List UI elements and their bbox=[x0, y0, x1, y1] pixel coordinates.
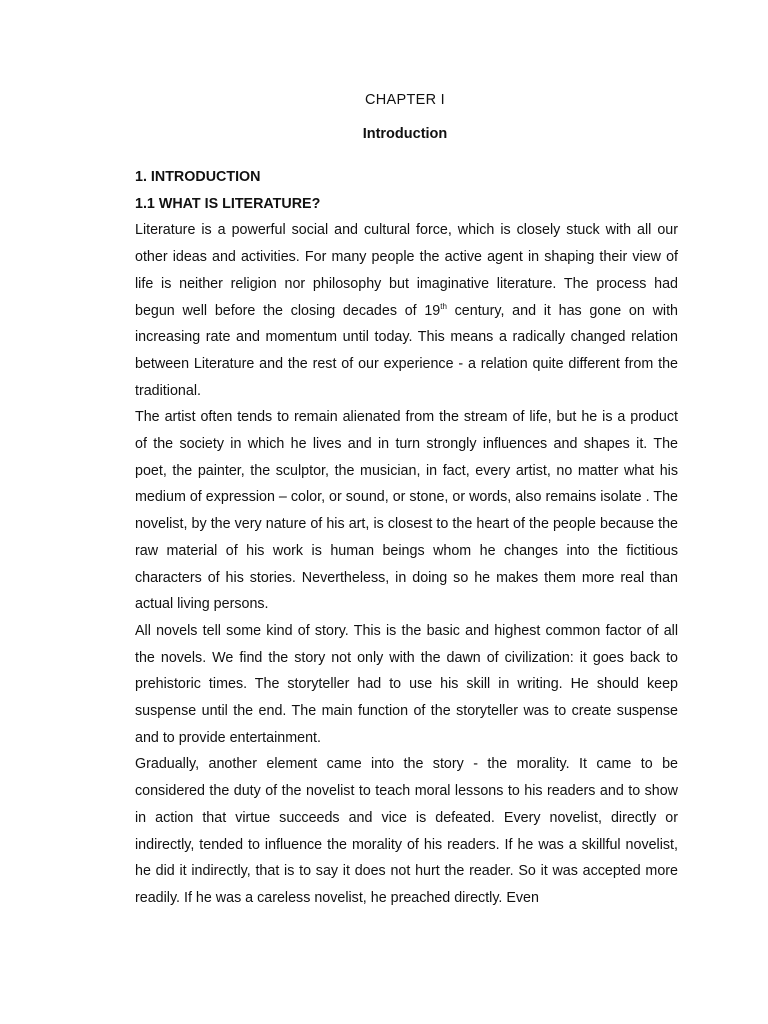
subsection-heading: 1.1 WHAT IS LITERATURE? bbox=[135, 195, 321, 212]
paragraph-3: All novels tell some kind of story. This is the basic and highest common factor of all the novels. We find the story not only with the dawn of civilization: it goes back to prehistoric times. The storyteller had to use his skill in writing. He should keep suspense until the end. The main function of the storyteller was to create suspense and to provide entertainment. bbox=[135, 622, 678, 746]
paragraph-2: The artist often tends to remain alienated from the stream of life, but he is a product of the society in which he lives and in turn strongly influences and shapes it. The poet, the painter, the sculptor, the musician, in fact, every artist, no matter what his medium of expression – color, or sound, or stone, or words, also remains isolate . The novelist, by the very nature of his art, is closest to the heart of the people because the raw material of his work is human beings whom he changes into the fictitious characters of his stories. Nevertheless, in doing so he makes them more real than actual living persons. bbox=[135, 409, 678, 613]
chapter-label: CHAPTER I bbox=[364, 92, 446, 108]
paragraph-1-part-b: century, and it has gone on with increasing rate and momentum until today. This means a radically changed relation between Literature and the rest of our experience - a relation quite different from the traditional. bbox=[135, 302, 678, 399]
body-text bbox=[135, 164, 678, 912]
ordinal-suffix: th bbox=[440, 301, 447, 311]
chapter-title: Introduction bbox=[362, 126, 448, 142]
section-heading: 1. INTRODUCTION bbox=[135, 169, 261, 185]
paragraph-4: Gradually, another element came into the story - the morality. It came to be considered the duty of the novelist to teach moral lessons to his readers and to show in action that virtue succeeds and vice is defeated. Every novelist, directly or indirectly, tended to influence the morality of his readers. If he was a skillful novelist, he did it indirectly, that is to say it does not hurt the reader. So it was accepted more readily. If he was a careless novelist, he preached directly. Even bbox=[135, 756, 678, 906]
paragraph-1-part-a: Literature is a powerful social and cultural force, which is closely stuck with all our other ideas and activities. For many people the active agent in shaping their view of life is neither religion nor philosophy but imaginative literature. The process had begun well before the closing decades of 19 bbox=[135, 222, 678, 319]
paragraph-1 bbox=[135, 217, 678, 404]
